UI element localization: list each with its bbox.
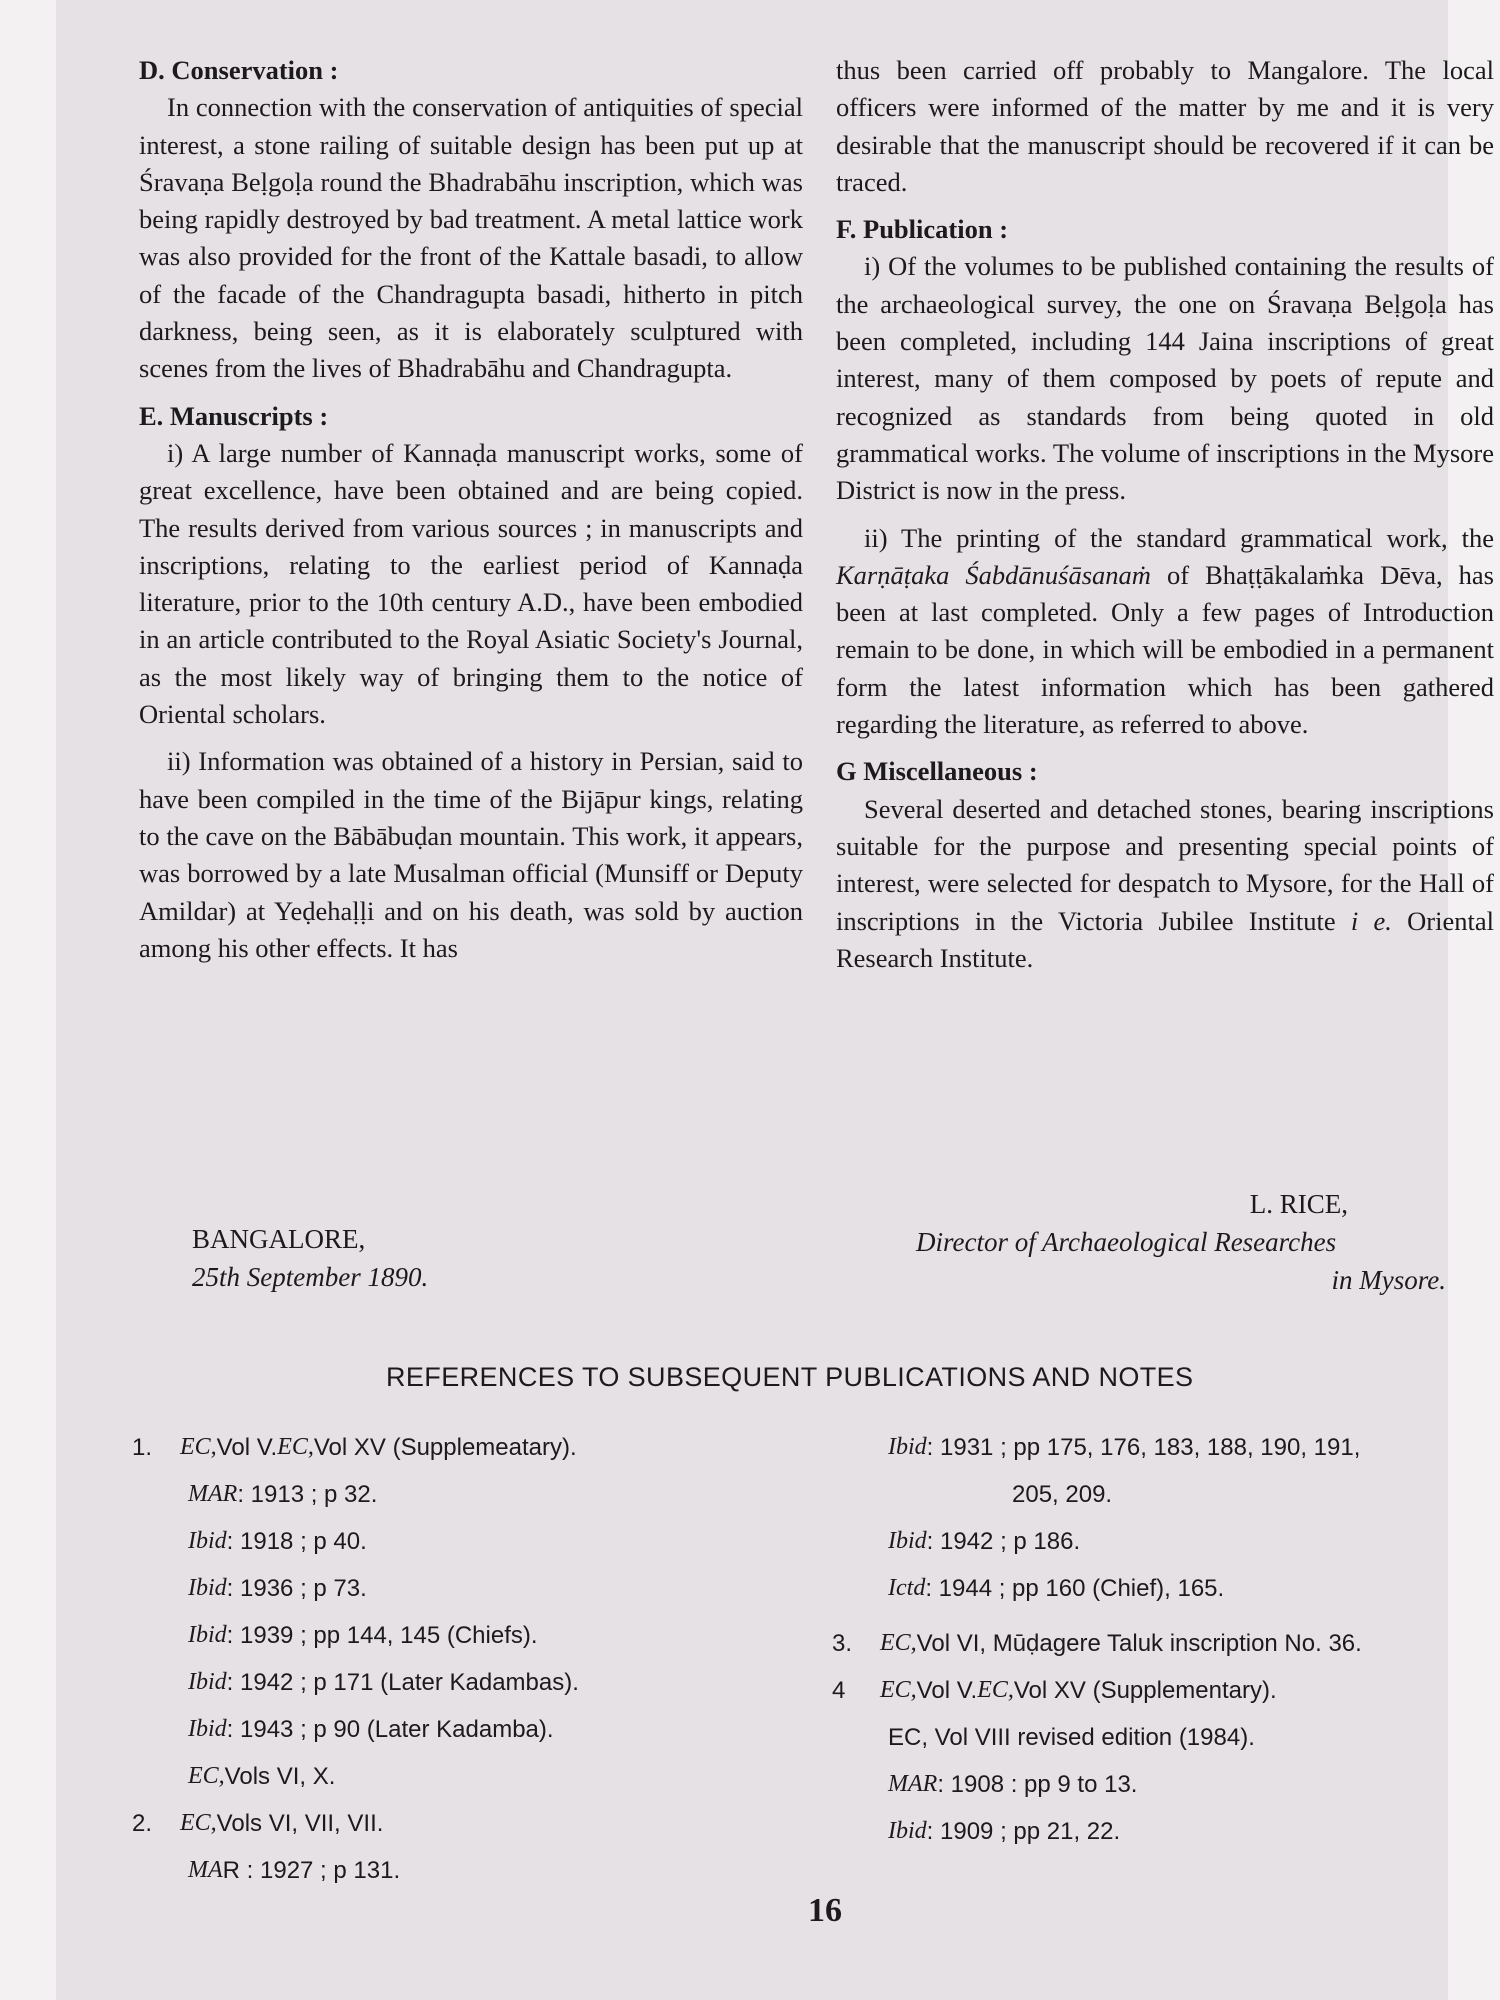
reference-item: Ibid : 1942 ; p 171 (Later Kadambas). (188, 1669, 579, 1696)
publication-heading: F. Publication : (836, 214, 1009, 245)
reference-item: 4 EC, Vol V. EC, Vol XV (Supplementary). (832, 1677, 1277, 1704)
conservation-heading: D. Conservation : (139, 55, 339, 85)
manuscripts-heading: E. Manuscripts : (139, 400, 329, 431)
publication-para-1: i) Of the volumes to be published containing the results of the archaeological survey, the one on Śravaṇa Beḷgoḷa has been completed, including 144 Jaina inscriptions of great interest, many of them composed by poets of repute and recognized as standards from being quoted in old grammatical works. The volume of inscriptions in the Mysore District is now in the press. (836, 251, 1494, 506)
publication-para-2: ii) The printing of the standard grammatical work, the Karṇāṭaka Śabdānuśāsanaṁ of Bhaṭṭākalaṁka Dēva, has been at last completed. Only a few pages of Introduction remain to be done, in which will be embodied in a permanent form the latest information which has been gathered regarding the literature, as referred to above. (836, 522, 1494, 740)
references-right-list (832, 1424, 1500, 1855)
reference-item: Ictd : 1944 ; pp 160 (Chief), 165. (888, 1575, 1225, 1602)
reference-item: Ibid : 1931 ; pp 175, 176, 183, 188, 190, 191, (888, 1434, 1361, 1461)
reference-item: EC, Vol VIII revised edition (1984). (888, 1724, 1255, 1751)
signature-place: BANGALORE, (192, 1224, 366, 1254)
reference-item: Ibid : 1936 ; p 73. (188, 1575, 367, 1602)
reference-item: 2. EC, Vols VI, VII, VII. (132, 1810, 384, 1837)
reference-item: Ibid : 1909 ; pp 21, 22. (888, 1818, 1121, 1845)
reference-item: 1. EC, Vol V. EC, Vol XV (Supplemeatary). (132, 1434, 577, 1461)
reference-item: Ibid : 1939 ; pp 144, 145 (Chiefs). (188, 1622, 538, 1649)
continuation-text: thus been carried off probably to Mangalore. The local officers were informed of the matter by me and it is very desirable that the manuscript should be recovered if it can be traced. (836, 55, 1494, 197)
reference-item: EC, Vols VI, X. (188, 1763, 336, 1790)
reference-item: 3. EC, Vol VI, Mūḍagere Taluk inscription No. 36. (832, 1630, 1362, 1657)
references-left-list (132, 1424, 812, 1894)
signature-location: in Mysore. (1331, 1265, 1446, 1295)
conservation-body: In connection with the conservation of antiquities of special interest, a stone railing of suitable design has been put up at Śravaṇa Beḷgoḷa round the Bhadrabāhu inscription, which was being rapidly destroyed by bad treatment. A metal lattice work was also provided for the front of the Kattale basadi, to allow of the facade of the Chandragupta basadi, hitherto in pitch darkness, being seen, as it is elaborately sculptured with scenes from the lives of Bhadrabāhu and Chandragupta. (139, 92, 803, 384)
miscellaneous-body: Several deserted and detached stones, bearing inscriptions suitable for the purpose and presenting special points of interest, were selected for despatch to Mysore, for the Hall of inscriptions in the Victoria Jubilee Institute i e. Oriental Research Institute. (836, 793, 1494, 973)
left-column (139, 52, 803, 967)
document-page (56, 0, 1494, 2000)
signature-block (916, 1185, 1446, 1299)
reference-item: MAR : 1908 : pp 9 to 13. (888, 1771, 1138, 1798)
signature-title: Director of Archaeological Researches (916, 1227, 1337, 1257)
signature-place-date (192, 1220, 428, 1296)
manuscripts-para-2: ii) Information was obtained of a history in Persian, said to have been compiled in the time of the Bijāpur kings, relating to the cave on the Bābābuḍan mountain. This work, it appears, was borrowed by a late Musalman official (Munsiff or Deputy Amildar) at Yeḍehaḷḷi and on his death, was sold by auction among his other effects. It has (139, 746, 803, 963)
reference-item: 205, 209. (1012, 1481, 1113, 1508)
miscellaneous-heading: G Miscellaneous : (836, 756, 1038, 787)
work-title: Karṇāṭaka Śabdānuśāsanaṁ (836, 559, 1151, 590)
reference-item: Ibid : 1942 ; p 186. (888, 1528, 1081, 1555)
reference-item: MA R : 1927 ; p 131. (188, 1857, 401, 1884)
signature-name: L. RICE, (1249, 1189, 1348, 1219)
page-number: 16 (808, 1892, 842, 1929)
reference-item: Ibid : 1918 ; p 40. (188, 1528, 367, 1555)
manuscripts-para-1: i) A large number of Kannaḍa manuscript works, some of great excellence, have been obtained and are being copied. The results derived from various sources ; in manuscripts and inscriptions, relating to the earliest period of Kannaḍa literature, prior to the 10th century A.D., have been embodied in an article contributed to the Royal Asiatic Society's Journal, as the most likely way of bringing them to the notice of Oriental scholars. (139, 437, 803, 730)
references-title: REFERENCES TO SUBSEQUENT PUBLICATIONS AND NOTES (386, 1362, 1194, 1392)
signature-date: 25th September 1890. (192, 1262, 429, 1292)
reference-item: Ibid : 1943 ; p 90 (Later Kadamba). (188, 1716, 554, 1743)
right-column (836, 52, 1494, 977)
reference-item: MAR : 1913 ; p 32. (188, 1481, 378, 1508)
